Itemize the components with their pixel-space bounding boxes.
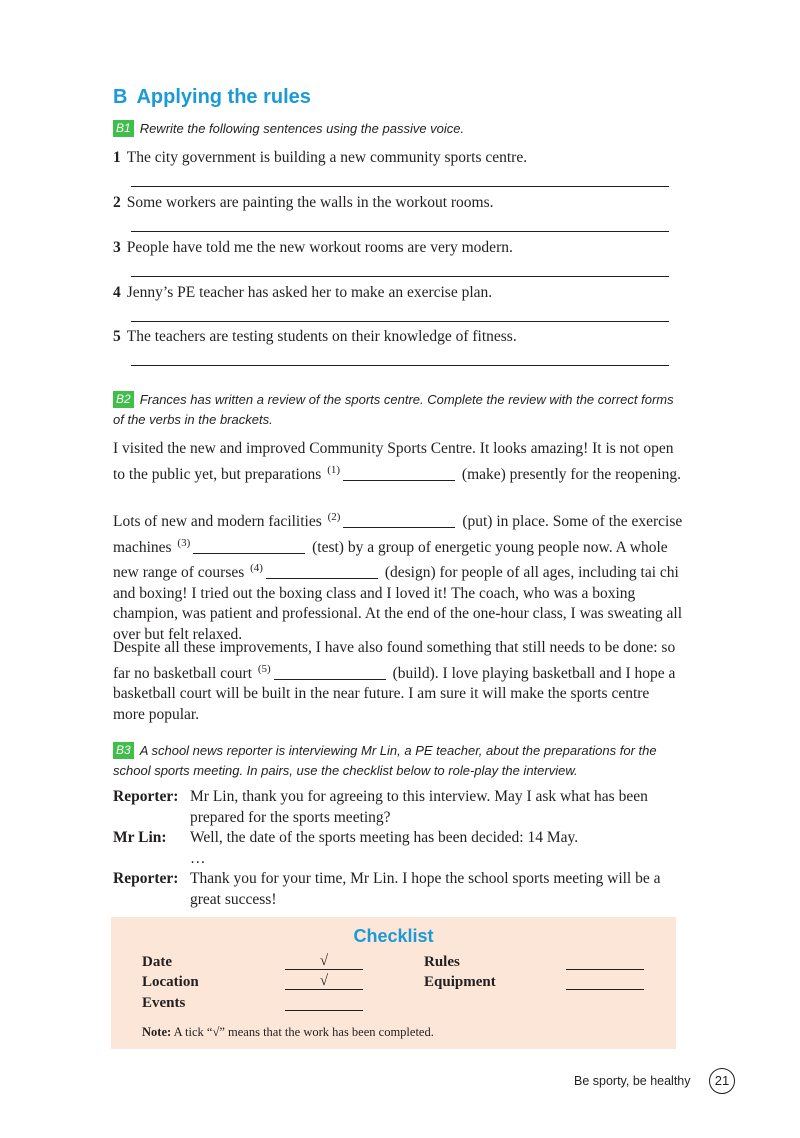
b1-item-3: 3 People have told me the new workout rooms are very modern. [113,239,513,256]
b1-item-2: 2 Some workers are painting the walls in the workout rooms. [113,194,494,211]
dialogue-line [113,869,683,910]
checklist-label-events: Events [142,995,186,1011]
b3-badge: B3 [113,742,134,759]
checklist-mark-equipment[interactable] [566,973,644,990]
gap-number-5: (5) [257,662,271,675]
b2-paragraph-2: Lots of new and modern facilities $^{(2)}$ (put) in place. Some of the exercise machines $^{(3)}$ (test) by a group of energetic young people now. A whole new range of courses $^{(4)}$ (design) for people of all ages, including tai chi and boxing! I tried out the boxing class and I loved it! The coach, who was a boxing champion, was patient and professional. At the end of the one-hour class, I was sweating all over but felt relaxed. [113,511,683,643]
b3-dialogue [113,787,683,910]
speaker [113,849,187,870]
b1-answer-line-4[interactable] [131,321,669,322]
b1-answer-line-2[interactable] [131,231,669,232]
b1-instruction [113,119,683,139]
gap-blank-4[interactable] [266,564,378,579]
section-letter: B [113,86,128,108]
utterance: … [190,849,206,867]
gap-number-2: (2) [327,511,341,523]
section-title [113,86,311,109]
speaker: Reporter: [113,788,179,805]
b1-answer-line-5[interactable] [131,365,669,366]
b2-paragraph-1: I visited the new and improved Community Sports Centre. It looks amazing! It is not open to the public yet, but preparations $^{(1)}$ (make) presently for the reopening. [113,440,681,483]
gap-blank-2[interactable] [343,513,455,528]
gap-number-3: (3) [177,536,191,549]
gap-number-1: (1) [327,463,341,476]
b1-answer-line-3[interactable] [131,276,669,277]
utterance: Well, the date of the sports meeting has been decided: 14 May. [190,829,579,846]
gap-blank-3[interactable] [193,539,305,554]
checklist-title: Checklist [353,926,434,946]
dialogue-line [113,828,683,849]
checklist-mark-date[interactable]: √ [285,953,363,970]
checklist-mark-location[interactable]: √ [285,973,363,990]
dialogue-line [113,787,683,828]
b1-item-1: 1 The city government is building a new community sports centre. [113,149,528,166]
checklist-label-date: Date [142,954,172,970]
section-heading: Applying the rules [136,86,311,108]
b3-instruction [113,741,683,781]
speaker: Mr Lin: [113,829,167,846]
footer-unit-title: Be sporty, be healthy [574,1074,691,1088]
checklist-box [111,917,676,1049]
b1-item-4: 4 Jenny’s PE teacher has asked her to make an exercise plan. [113,284,493,301]
b1-badge: B1 [113,120,134,137]
speaker: Reporter: [113,870,179,887]
gap-number-4: (4) [250,562,263,574]
b2-instruction [113,390,683,430]
dialogue-line [113,849,683,870]
page-number: 21 [709,1068,735,1094]
b1-item-5: 5 The teachers are testing students on their knowledge of fitness. [113,328,517,345]
b3-instruction-text: A school news reporter is interviewing Mr Lin, a PE teacher, about the preparations for the school sports meeting. In pairs, use the checklist below to role-play the interview. [113,743,657,778]
checklist-label-rules: Rules [424,954,460,970]
b2-paragraph-3: Despite all these improvements, I have also found something that still needs to be done: so far no basketball court $^{(5)}$ (build). I love playing basketball and I hope a basketball court will be built in the near future. I am sure it will make the sports centre more popular. [113,639,676,723]
b2-instruction-text: Frances has written a review of the sports centre. Complete the review with the correct forms of the verbs in the brackets. [113,392,674,427]
b1-answer-line-1[interactable] [131,186,669,187]
gap-blank-1[interactable] [343,466,455,481]
b2-badge: B2 [113,391,134,408]
checklist-mark-rules[interactable] [566,953,644,970]
gap-blank-5[interactable] [274,665,386,680]
checklist-label-equipment: Equipment [424,974,496,990]
b1-instruction-text: Rewrite the following sentences using the passive voice. [139,121,465,136]
utterance: Thank you for your time, Mr Lin. I hope the school sports meeting will be a great success! [190,870,661,908]
checklist-note: Note: A tick “√” means that the work has been completed. [142,1025,434,1039]
utterance: Mr Lin, thank you for agreeing to this interview. May I ask what has been prepared for the sports meeting? [190,788,648,826]
checklist-label-location: Location [142,974,199,990]
checklist-mark-events[interactable] [285,994,363,1011]
